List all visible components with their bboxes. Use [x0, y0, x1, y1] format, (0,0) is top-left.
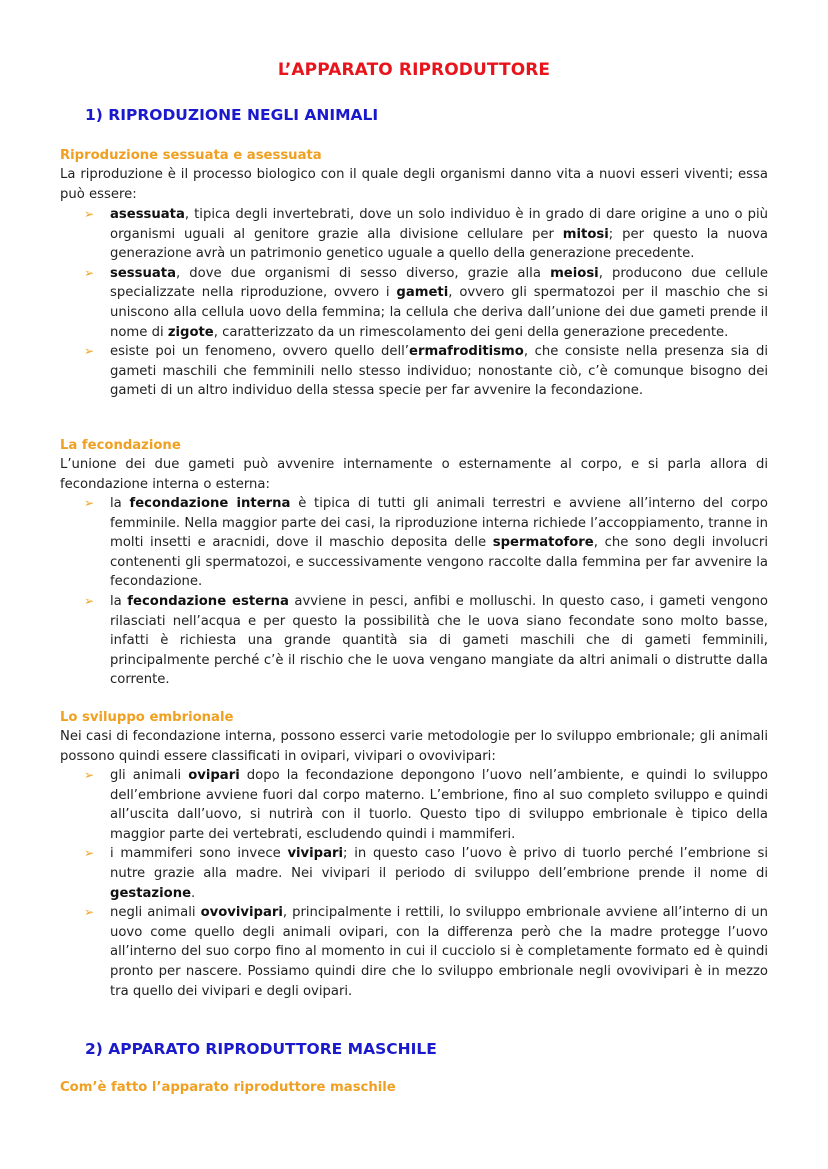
- list-item: ➢ i mammiferi sono invece vivipari; in questo caso l’uovo è privo di tuorlo perché l’embrione si nutre grazie alla madre. Nei vivipari il periodo di sviluppo dell’embrione prende il nome di gestazione.: [84, 846, 768, 901]
- bold-term: mitosi: [562, 226, 609, 242]
- arrow-bullet-icon: ➢: [84, 265, 95, 280]
- document-title: L’APPARATO RIPRODUTTORE: [277, 60, 551, 80]
- subsection-heading-sexual-asexual: Riproduzione sessuata e asessuata: [60, 148, 322, 163]
- list-item: ➢ la fecondazione esterna avviene in pesci, anfibi e molluschi. In questo caso, i gameti vengono rilasciati nell’acqua e per questo la possibilità che le uova siano fecondate sono molto basse, infatti è richiesta una grande quantità sia di gameti maschili che di gameti femminili, principalmente perché c’è il rischio che le uova vengano mangiate da altri animali o distrutte dalla corrente.: [84, 593, 768, 688]
- bold-term: zigote: [167, 324, 214, 340]
- arrow-bullet-icon: ➢: [84, 207, 95, 221]
- list-item: ➢ sessuata, dove due organismi di sesso diverso, grazie alla meiosi, producono due cellule specializzate nella riproduzione, ovvero i gameti, ovvero gli spermatozoi per il maschio che si uniscono alla cellula uovo della femmina; la cellula che deriva dall’unione dei due gameti prende il nome di zigote, caratterizzato da un rimescolamento dei geni della generazione precedente.: [84, 265, 768, 340]
- list-item: ➢ la fecondazione interna è tipica di tutti gli animali terrestri e avviene all’interno del corpo femminile. Nella maggior parte dei casi, la riproduzione interna richiede l’accoppiamento, tranne in molti insetti e aracnidi, dove il maschio deposita delle spermatofore, che sono degli involucri contenenti gli spermatozoi, e successivamente vengono raccolte dalla femmina per far avvenire la fecondazione.: [84, 496, 769, 590]
- arrow-bullet-icon: ➢: [84, 768, 95, 782]
- subsection-heading-fertilization: La fecondazione: [60, 438, 181, 453]
- bold-term: gameti: [396, 285, 449, 301]
- list-item: ➢ negli animali ovovivipari, principalmente i rettili, lo sviluppo embrionale avviene all’interno di un uovo come quello degli animali ovipari, con la differenza però che la madre protegge l’uovo all’interno del suo corpo fino al momento in cui il cucciolo si è completamente formato ed è quindi pronto per nascere. Possiamo quindi dire che lo sviluppo embrionale negli ovovivipari è in mezzo tra quello dei vivipari e degli ovipari.: [84, 905, 768, 999]
- arrow-bullet-icon: ➢: [84, 496, 95, 510]
- bold-term: ermafroditismo: [409, 344, 524, 360]
- paragraph-intro-reproduction: La riproduzione è il processo biologico con il quale degli organismi danno vita a nuovi esseri viventi; essa può essere:: [60, 167, 768, 202]
- bold-term: vivipari: [287, 846, 344, 862]
- list-embryonic-types: [60, 766, 768, 1001]
- subsection-heading-male-structure: Com’è fatto l’apparato riproduttore maschile: [60, 1080, 396, 1095]
- bold-term: fecondazione interna: [129, 496, 291, 511]
- list-reproduction-types: [60, 205, 768, 401]
- section-heading-reproduction-animals: 1) RIPRODUZIONE NEGLI ANIMALI: [85, 106, 379, 124]
- list-fertilization-types: [60, 494, 768, 690]
- list-item: ➢ gli animali ovipari dopo la fecondazione depongono l’uovo nell’ambiente, e quindi lo sviluppo dell’embrione avviene fuori dal corpo materno. L’embrione, fino al suo completo sviluppo e quindi all’uscita dall’uovo, si nutrirà con il tuorlo. Questo tipo di sviluppo embrionale è tipico della maggior parte dei vertebrati, escludendo quindi i mammiferi.: [84, 768, 768, 842]
- list-item: ➢ asessuata, tipica degli invertebrati, dove un solo individuo è in grado di dare origine a uno o più organismi uguali al genitore grazie alla divisione cellulare per mitosi; per questo la nuova generazione avrà un patrimonio genetico uguale a quello della generazione precedente.: [84, 207, 769, 262]
- paragraph-intro-fertilization: L’unione dei due gameti può avvenire internamente o esternamente al corpo, e si parla allora di fecondazione interna o esterna:: [60, 457, 768, 492]
- bold-term: ovipari: [188, 768, 240, 783]
- arrow-bullet-icon: ➢: [84, 905, 95, 920]
- arrow-bullet-icon: ➢: [84, 593, 95, 608]
- arrow-bullet-icon: ➢: [84, 846, 95, 861]
- bold-term: gestazione: [110, 885, 192, 901]
- section-heading-male-apparatus: 2) APPARATO RIPRODUTTORE MASCHILE: [85, 1040, 437, 1058]
- bold-term: fecondazione esterna: [127, 593, 289, 609]
- subsection-heading-embryonic-development: Lo sviluppo embrionale: [60, 710, 234, 725]
- bold-term: sessuata: [110, 265, 176, 281]
- arrow-bullet-icon: ➢: [84, 344, 95, 359]
- list-item: ➢ esiste poi un fenomeno, ovvero quello dell’ermafroditismo, che consiste nella presenza sia di gameti maschili che femminili nello stesso individuo; nonostante ciò, c’è comunque bisogno dei gameti di un altro individuo della stessa specie per far avvenire la fecondazione.: [84, 344, 768, 399]
- bold-term: asessuata: [110, 207, 185, 222]
- bold-term: spermatofore: [492, 535, 594, 551]
- paragraph-intro-embryonic: Nei casi di fecondazione interna, possono esserci varie metodologie per lo sviluppo embrionale; gli animali possono quindi essere classificati in ovipari, vivipari o ovovivipari:: [60, 729, 768, 764]
- bold-term: ovovivipari: [200, 905, 283, 921]
- bold-term: meiosi: [550, 265, 599, 281]
